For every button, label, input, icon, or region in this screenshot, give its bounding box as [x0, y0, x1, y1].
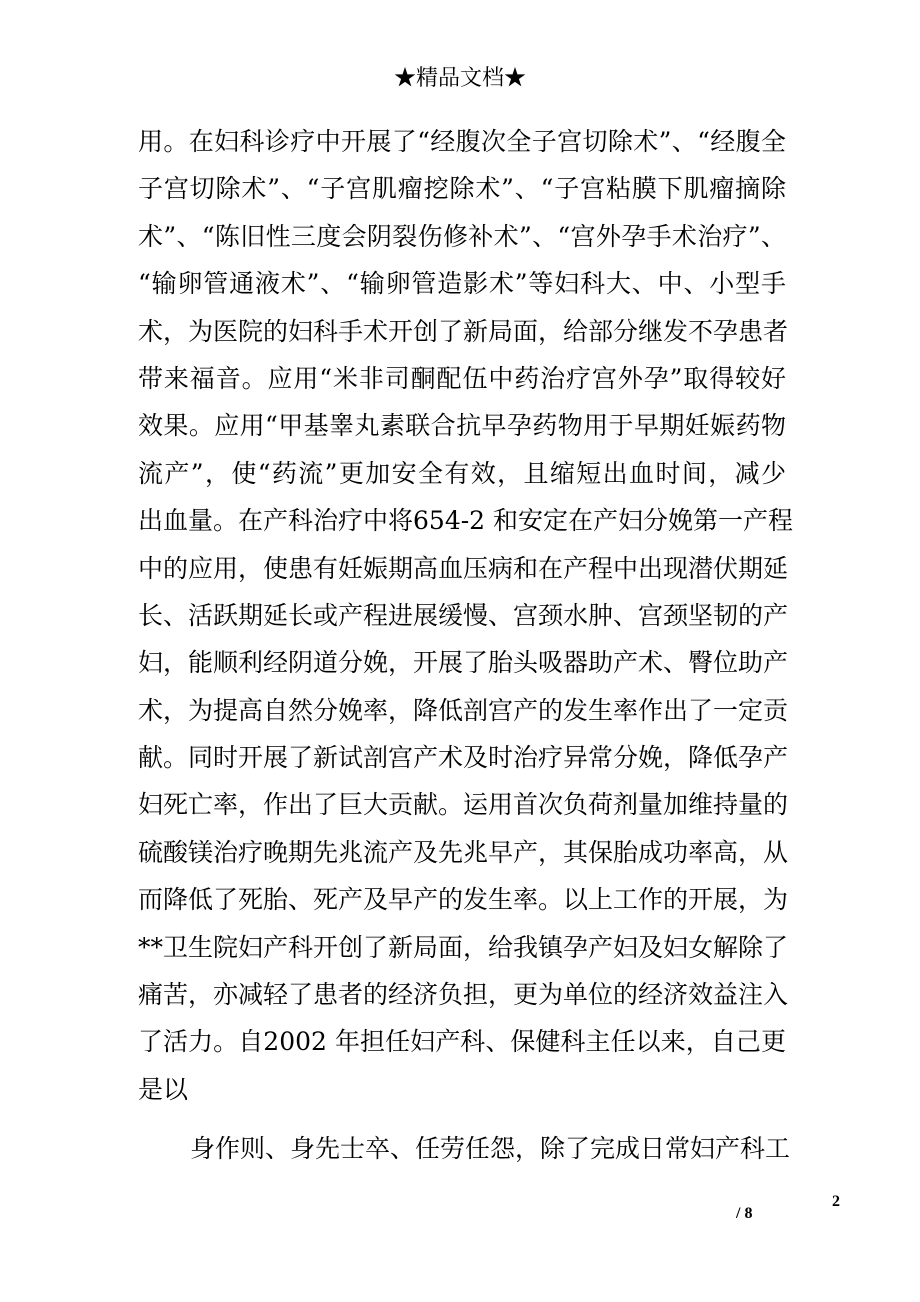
text-line: 妇，能顺利经阴道分娩，开展了胎头吸器助产术、臀位助产 — [138, 648, 789, 678]
text-line: 痛苦，亦减轻了患者的经济负担，更为单位的经济效益注入 — [138, 980, 789, 1010]
paragraph-gap — [138, 1113, 786, 1125]
text-line: 带来福音。应用“米非司酮配伍中药治疗宫外孕”取得较好 — [138, 363, 786, 393]
text-line: **卫生院妇产科开创了新局面，给我镇孕产妇及妇女解除了 — [138, 932, 789, 962]
text-line: 出血量。在产科治疗中将654-2 和安定在产妇分娩第一产程 — [138, 506, 794, 536]
text-line: 长、活跃期延长或产程进展缓慢、宫颈水肿、宫颈坚韧的产 — [138, 600, 789, 630]
text-line: 身作则、身先士卒、任劳任怨，除了完成日常妇产科工 — [190, 1134, 791, 1164]
page-total: / 8 — [736, 1205, 753, 1222]
paragraph — [138, 1125, 791, 1172]
text-line: 中的应用，使患有妊娠期高血压病和在产程中出现潜伏期延 — [138, 553, 789, 583]
text-line: “输卵管通液术”、“输卵管造影术”等妇科大、中、小型手 — [138, 269, 786, 299]
page-header: ★精品文档★ — [393, 66, 526, 91]
text-line: 而降低了死胎、死产及早产的发生率。以上工作的开展，为 — [138, 885, 789, 915]
text-line: 妇死亡率，作出了巨大贡献。运用首次负荷剂量加维持量的 — [138, 790, 789, 820]
text-line: 用。在妇科诊疗中开展了“经腹次全子宫切除术”、“经腹全 — [138, 127, 786, 156]
text-line: 术，为医院的妇科手术开创了新局面，给部分继发不孕患者 — [138, 316, 789, 346]
text-line: 术，为提高自然分娩率，降低剖宫产的发生率作出了一定贡 — [138, 695, 789, 725]
text-line: 是以 — [138, 1074, 189, 1104]
text-line: 流产”，使“药流”更加安全有效，且缩短出血时间，减少 — [138, 458, 786, 488]
paragraph — [138, 118, 794, 1113]
text-line: 了活力。自2002 年担任妇产科、保健科主任以来，自己更 — [138, 1027, 786, 1057]
text-line: 硫酸镁治疗晚期先兆流产及先兆早产，其保胎成功率高，从 — [138, 837, 789, 867]
text-line: 子宫切除术”、“子宫肌瘤挖除术”、“子宫粘膜下肌瘤摘除 — [138, 174, 786, 204]
body-text — [138, 118, 794, 1173]
page-number: 2 — [832, 1193, 840, 1210]
text-line: 献。同时开展了新试剖宫产术及时治疗异常分娩，降低孕产 — [138, 743, 789, 773]
text-line: 术”、“陈旧性三度会阴裂伤修补术”、“宫外孕手术治疗”、 — [138, 221, 786, 251]
text-line: 效果。应用“甲基睾丸素联合抗早孕药物用于早期妊娠药物 — [138, 411, 786, 441]
